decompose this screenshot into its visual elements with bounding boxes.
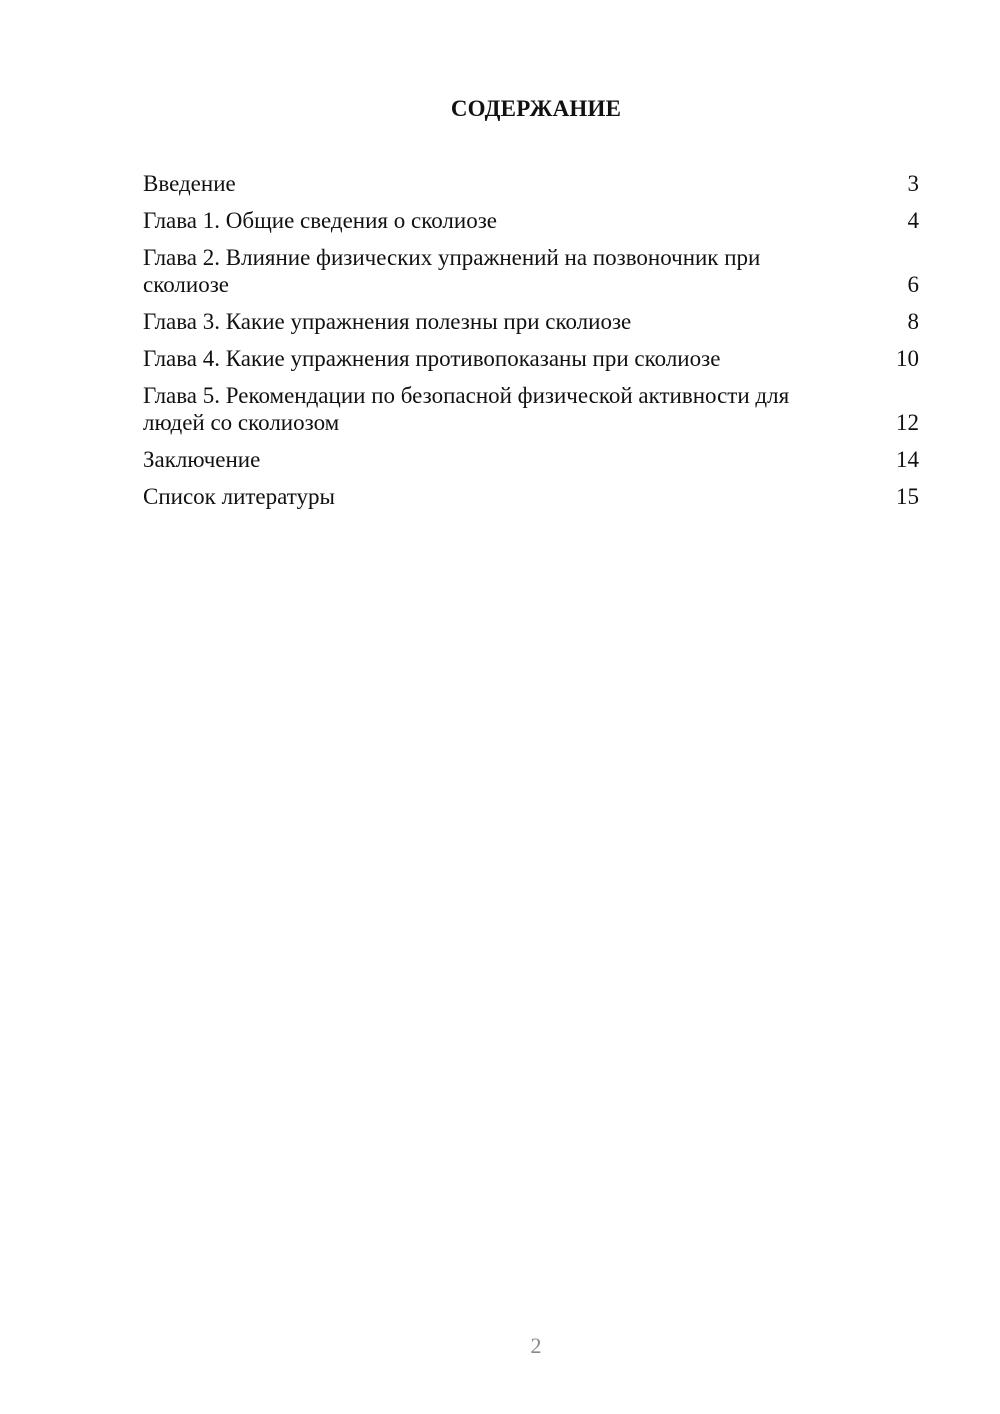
toc-entry[interactable]	[143, 382, 919, 436]
toc-entry-page: 15	[896, 484, 919, 509]
toc-entry-text: Глава 4. Какие упражнения противопоказаны при сколиозе	[143, 346, 721, 371]
toc-entry[interactable]	[143, 207, 919, 234]
toc-entry-text: Глава 1. Общие сведения о сколиозе	[143, 208, 497, 233]
page-title: СОДЕРЖАНИЕ	[450, 96, 622, 121]
page-number: 2	[530, 1333, 542, 1358]
toc-entry-text: Глава 2. Влияние физических упражнений на позвоночник при сколиозе	[143, 245, 761, 297]
toc-entry-page: 3	[907, 171, 919, 196]
toc-entry[interactable]	[143, 170, 919, 197]
toc-entry-text: Глава 3. Какие упражнения полезны при сколиозе	[143, 309, 632, 334]
toc-entry-page: 4	[907, 208, 919, 233]
toc-entry-page: 12	[896, 410, 919, 435]
toc-entry-page: 14	[896, 447, 919, 472]
toc-entry-text: Заключение	[143, 447, 261, 472]
toc-entry[interactable]	[143, 244, 919, 298]
toc-entry[interactable]	[143, 345, 919, 372]
toc-entry[interactable]	[143, 483, 919, 510]
toc-entry[interactable]	[143, 308, 919, 335]
toc-entry-page: 6	[907, 272, 919, 297]
toc-entry-text: Список литературы	[143, 484, 335, 509]
toc-entry-text: Введение	[143, 171, 236, 196]
toc-entry-text: Глава 5. Рекомендации по безопасной физической активности для людей со сколиозом	[143, 383, 790, 435]
toc-entry-page: 8	[907, 309, 919, 334]
toc-entry-page: 10	[896, 346, 919, 371]
table-of-contents	[143, 170, 919, 520]
toc-entry[interactable]	[143, 446, 919, 473]
